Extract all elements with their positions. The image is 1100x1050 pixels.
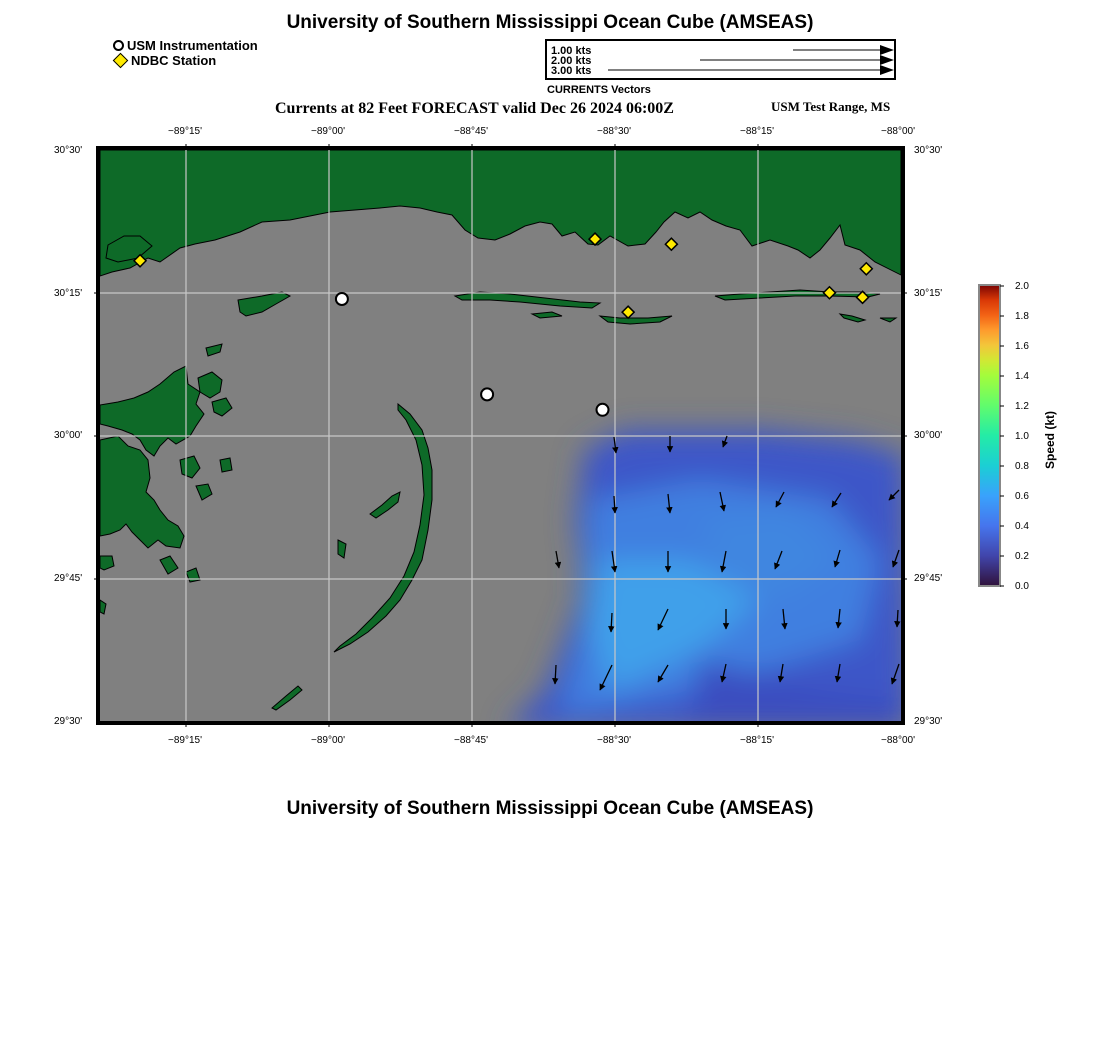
vector-label-3: 3.00 kts [551,65,592,77]
lat-tick-right-2: 30°15' [914,288,943,299]
usm-station-marker [597,404,609,416]
legend-usm [113,38,258,53]
map-subtitle: Currents at 82 Feet FORECAST valid Dec 26 2024 06:00Z [275,100,674,117]
lat-tick-right-5: 29°30' [914,716,943,727]
lon-tick-bottom-1: −89°15' [168,735,202,746]
usm-station-marker [481,388,493,400]
vector-label-2: 2.00 kts [551,55,592,67]
lon-tick-top-5: −88°15' [740,126,774,137]
lat-tick-right-3: 30°00' [914,430,943,441]
usm-station-marker [336,293,348,305]
cbar-label-0-2: 0.2 [1015,551,1029,562]
speed-colorbar [975,282,1005,590]
lat-tick-left-2: 30°15' [54,288,83,299]
cbar-label-0-0: 0.0 [1015,581,1029,592]
lon-tick-top-1: −89°15' [168,126,202,137]
cbar-label-1-6: 1.6 [1015,341,1029,352]
range-label: USM Test Range, MS [771,99,891,114]
cbar-label-0-4: 0.4 [1015,521,1029,532]
lon-tick-bottom-4: −88°30' [597,735,631,746]
ndbc-diamond-icon [113,53,129,69]
cbar-label-0-6: 0.6 [1015,491,1029,502]
map-frame [94,144,908,727]
map-title: University of Southern Mississippi Ocean Cube (AMSEAS) [286,12,814,33]
legend-ndbc-label: NDBC Station [131,53,217,68]
lon-tick-top-6: −88°00' [881,126,915,137]
vector-caption: CURRENTS Vectors [547,84,651,96]
lon-tick-top-4: −88°30' [597,126,631,137]
cbar-label-1-2: 1.2 [1015,401,1029,412]
cbar-label-1-8: 1.8 [1015,311,1029,322]
cbar-label-0-8: 0.8 [1015,461,1029,472]
usm-circle-icon [113,40,124,51]
lat-tick-left-5: 29°30' [54,716,83,727]
lat-tick-left-4: 29°45' [54,573,83,584]
legend-ndbc [113,53,216,68]
legend-usm-label: USM Instrumentation [127,38,258,53]
cbar-label-2-0: 2.0 [1015,281,1029,292]
vector-scale-arrows [547,41,894,78]
lat-tick-left-3: 30°00' [54,430,83,441]
footer-title: University of Southern Mississippi Ocean Cube (AMSEAS) [286,798,814,819]
lat-tick-right-4: 29°45' [914,573,943,584]
lat-tick-right-1: 30°30' [914,145,943,156]
lon-tick-bottom-3: −88°45' [454,735,488,746]
lon-tick-top-2: −89°00' [311,126,345,137]
colorbar-title: Speed (kt) [1043,410,1057,469]
cbar-label-1-0: 1.0 [1015,431,1029,442]
vector-scale-box [545,39,896,80]
lon-tick-bottom-2: −89°00' [311,735,345,746]
lat-tick-left-1: 30°30' [54,145,83,156]
lon-tick-bottom-6: −88°00' [881,735,915,746]
lon-tick-bottom-5: −88°15' [740,735,774,746]
cbar-label-1-4: 1.4 [1015,371,1029,382]
lon-tick-top-3: −88°45' [454,126,488,137]
vector-label-1: 1.00 kts [551,45,592,57]
